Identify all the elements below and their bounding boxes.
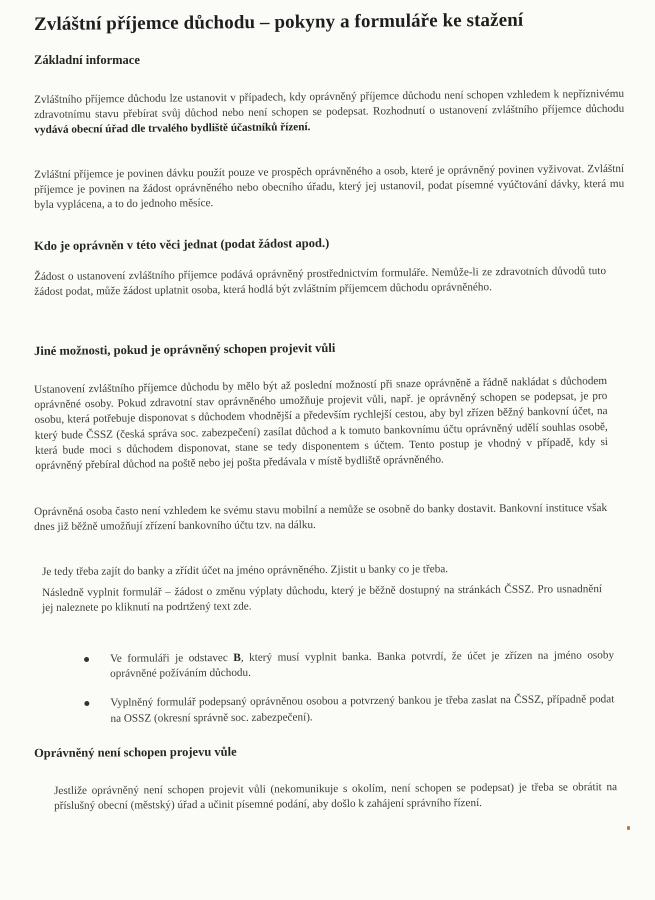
heading-who: Kdo je oprávněn v této věci jednat (podat žádost apod.) <box>34 235 330 253</box>
bullet-item-2 <box>84 693 614 727</box>
paragraph-basic-1-bold: vydává obecní úřad dle trvalého bydliště účastníků řízení. <box>34 121 311 137</box>
paragraph-basic-1-text: Zvláštního příjemce důchodu lze ustanovit v případech, kdy oprávněný příjemce důchodu není schopen vzhledem k nepříznivému zdravotnímu stavu přebírat svůj důchod nebo není schopen se podepsat. Rozhodnutí o ustanovení zvláštního příjemce důchodu <box>34 87 625 122</box>
bullet-list <box>84 648 615 741</box>
bullet-1-text-2: , který musí vyplnit banka. Banka potvrdí, že účet je zřízen na jméno osoby oprávněné požíváním důchodu. <box>110 649 615 681</box>
paragraph-other-2: Oprávněná osoba často není vzhledem ke svému stavu mobilní a nemůže se osobně do banky dostavit. Bankovní instituce však dnes již běžně umožňují zřízení bankovního účtu tzv. na dálku. <box>34 501 608 534</box>
paragraph-basic-1 <box>34 87 624 139</box>
bullet-item-1 <box>84 648 614 682</box>
bullet-1-text: Ve formuláři je odstavec <box>110 651 234 665</box>
paragraph-other-3: Je tedy třeba zajít do banky a zřídit účet na jméno oprávněného. Zjistit u banky co je třeba. <box>42 563 449 578</box>
heading-basic-info: Základní informace <box>34 53 140 67</box>
paragraph-unable-1: Jestliže oprávněný není schopen projevit vůli (nekomunikuje s okolím, není schopen se podepsat) je třeba se obrátit na příslušný obecní (městský) úřad a učinit písemné podání, aby došlo k zahájení správního řízení. <box>54 781 618 813</box>
paragraph-who-1: Žádost o ustanovení zvláštního příjemce podává oprávněný prostřednictvím formuláře. Nemůže-li ze zdravotních důvodů tuto žádost podat, může žádost uplatnit osoba, která hodlá být zvláštním příjemcem důchodu oprávněného. <box>34 265 607 299</box>
paragraph-basic-2: Zvláštní příjemce je povinen dávku použít pouze ve prospěch oprávněného a osob, které je oprávněný povinen vyživovat. Zvláštní příjemce je povinen na žádost oprávněného nebo obecního úřadu, který jej ustanovil, podat písemné vyúčtování dávky, která mu byla vyplácena, a to do jednoho měsíce. <box>34 162 625 212</box>
heading-unable: Oprávněný není schopen projevu vůle <box>34 744 237 760</box>
paragraph-other-1: Ustanovení zvláštního příjemce důchodu by mělo být až poslední možností při snaze oprávněně a řádně nakládat s důchodem oprávněné osoby. Pokud zdravotní stav oprávněného umožňuje projevit vůli, např. je oprávněný schopen se podepsat, je pro osobu, která potřebuje disponovat s důchodem vhodnější a především rychlejší cestou, aby byl zřízen běžný bankovní účet, na který bude ČSSZ (česká správa soc. zabezpečení) zasílat důchod a k tomuto bankovnímu účtu oprávněný udělí souhlas osobě, která bude moci s důchodem disponovat, stane se tedy disponentem s účtem. Tento postup je vhodný v případě, kdy si oprávněný přebíral důchod na poště nebo jej pošta předávala v místě bydliště oprávněného. <box>34 374 609 473</box>
page-title: Zvláštní příjemce důchodu – pokyny a formuláře ke stažení <box>34 9 524 35</box>
bullet-2-text: Vyplněný formulář podepsaný oprávněnou osobou a potvrzený bankou je třeba zaslat na ČSSZ, případně podat na OSSZ (okresní správně soc. zabezpečení). <box>110 693 615 725</box>
paragraph-other-4: Následně vyplnit formulář – žádost o změnu výplaty důchodu, který je běžně dostupný na stránkách ČSSZ. Pro usnadnění jej naleznete po kliknutí na podrtžený text zde. <box>42 583 603 615</box>
heading-other-options: Jiné možnosti, pokud je oprávněný schopen projevit vůli <box>34 340 336 358</box>
bullet-icon <box>84 657 89 662</box>
bullet-1-bold: B <box>233 651 241 664</box>
bullet-icon <box>84 701 89 706</box>
scan-speck <box>627 826 630 830</box>
